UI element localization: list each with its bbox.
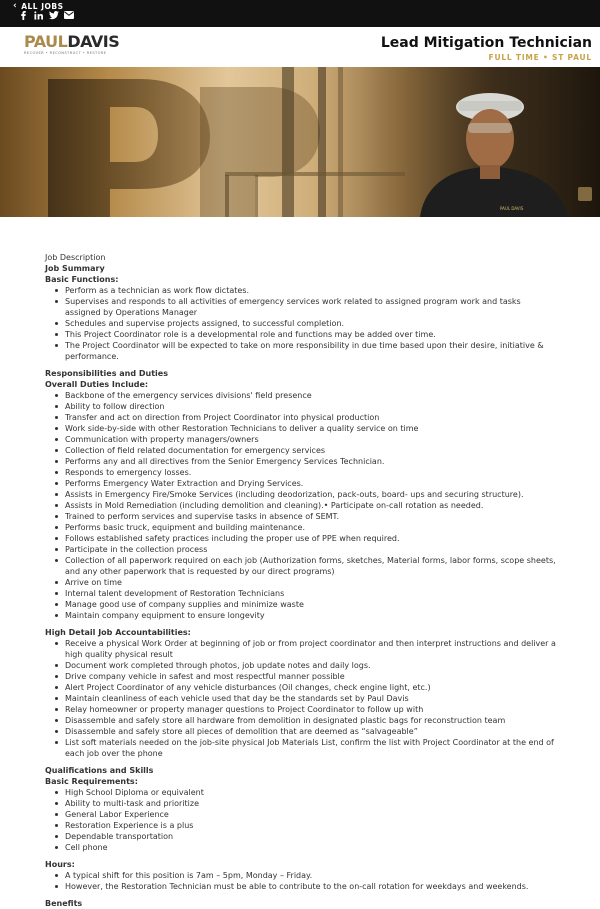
high-detail-list <box>45 638 557 759</box>
list-item: List soft materials needed on the job-site physical Job Materials List, confirm the list with Project Coordinator at the end of each job over the phone <box>45 737 557 759</box>
list-item: Performs basic truck, equipment and building maintenance. <box>45 522 557 533</box>
list-item: Manage good use of company supplies and minimize waste <box>45 599 557 610</box>
list-item: Disassemble and safely store all pieces of demolition that are deemed as “salvageable” <box>45 726 557 737</box>
paul-davis-logo[interactable] <box>24 34 128 58</box>
list-item: The Project Coordinator will be expected to take on more responsibility in due time based upon their desire, initiative & performance. <box>45 340 557 362</box>
list-item: Ability to follow direction <box>45 401 557 412</box>
list-item: Arrive on time <box>45 577 557 588</box>
hours-heading: Hours: <box>45 860 75 869</box>
email-icon[interactable] <box>64 11 73 20</box>
list-item: Receive a physical Work Order at beginning of job or from project coordinator and then interpret instructions and deliver a high quality physical result <box>45 638 557 660</box>
list-item: Collection of all paperwork required on each job (Authorization forms, sketches, Material forms, labor forms, scope sheets, and any other paperwork that is requested by our direct programs) <box>45 555 557 577</box>
top-bar <box>0 0 600 27</box>
hero-illustration <box>0 67 600 217</box>
all-jobs-label: ALL JOBS <box>21 2 64 11</box>
job-description-label: Job Description <box>45 253 106 262</box>
list-item: Alert Project Coordinator of any vehicle disturbances (Oil changes, check engine light, etc.) <box>45 682 557 693</box>
job-header <box>0 27 600 67</box>
list-item: Communication with property managers/owners <box>45 434 557 445</box>
list-item: Collection of field related documentation for emergency services <box>45 445 557 456</box>
list-item: Work side-by-side with other Restoration Technicians to deliver a quality service on time <box>45 423 557 434</box>
list-item: Maintain cleanliness of each vehicle used that day be the standards set by Paul Davis <box>45 693 557 704</box>
social-share-bar <box>19 11 73 20</box>
list-item: Trained to perform services and supervise tasks in absence of SEMT. <box>45 511 557 522</box>
list-item: Restoration Experience is a plus <box>45 820 557 831</box>
logo-tagline: RECOVER • RECONSTRUCT • RESTORE <box>24 51 107 55</box>
logo-wordmark: PAULDAVIS <box>24 32 120 51</box>
list-item: Schedules and supervise projects assigned, to successful completion. <box>45 318 557 329</box>
list-item: Backbone of the emergency services divisions' field presence <box>45 390 557 401</box>
chevron-left-icon: ‹ <box>13 1 18 11</box>
list-item: Maintain company equipment to ensure longevity <box>45 610 557 621</box>
list-item: Perform as a technician as work flow dictates. <box>45 285 557 296</box>
list-item: Performs Emergency Water Extraction and Drying Services. <box>45 478 557 489</box>
list-item: Supervises and responds to all activities of emergency services work related to assigned program work and tasks assigned by Operations Manager <box>45 296 557 318</box>
qualifications-heading: Qualifications and Skills <box>45 766 154 775</box>
high-detail-heading: High Detail Job Accountabilities: <box>45 628 191 637</box>
shirt-logo: PAUL DAVIS <box>500 206 524 211</box>
list-item: Ability to multi-task and prioritize <box>45 798 557 809</box>
job-summary-heading: Job Summary <box>45 264 105 273</box>
list-item: Performs any and all directives from the Senior Emergency Services Technician. <box>45 456 557 467</box>
basic-requirements-heading: Basic Requirements: <box>45 777 138 786</box>
twitter-icon[interactable] <box>49 11 58 20</box>
list-item: Disassemble and safely store all hardware from demolition in designated plastic bags for reconstruction team <box>45 715 557 726</box>
list-item: Participate in the collection process <box>45 544 557 555</box>
benefits-heading: Benefits <box>45 899 83 908</box>
hours-list <box>45 870 557 892</box>
job-type-location: FULL TIME • ST PAUL <box>488 53 592 62</box>
list-item: Cell phone <box>45 842 557 853</box>
list-item: Drive company vehicle in safest and most respectful manner possible <box>45 671 557 682</box>
basic-functions-list <box>45 285 557 362</box>
list-item: This Project Coordinator role is a developmental role and functions may be added over time. <box>45 329 557 340</box>
basic-requirements-list <box>45 787 557 853</box>
list-item: High School Diploma or equivalent <box>45 787 557 798</box>
page-title: Lead Mitigation Technician <box>380 35 592 51</box>
list-item: Transfer and act on direction from Project Coordinator into physical production <box>45 412 557 423</box>
list-item: General Labor Experience <box>45 809 557 820</box>
list-item: Document work completed through photos, job update notes and daily logs. <box>45 660 557 671</box>
list-item: Assists in Mold Remediation (including demolition and cleaning).• Participate on-call rotation as needed. <box>45 500 557 511</box>
responsibilities-heading: Responsibilities and Duties <box>45 369 168 378</box>
facebook-icon[interactable] <box>19 11 28 20</box>
hero-image <box>0 67 600 217</box>
list-item: Assists in Emergency Fire/Smoke Services (including deodorization, pack-outs, board- ups and securing structure). <box>45 489 557 500</box>
overall-duties-heading: Overall Duties Include: <box>45 380 149 389</box>
list-item: Follows established safety practices including the proper use of PPE when required. <box>45 533 557 544</box>
linkedin-icon[interactable] <box>34 11 43 20</box>
overall-duties-list <box>45 390 557 621</box>
job-description <box>45 252 557 909</box>
list-item: Internal talent development of Restoration Technicians <box>45 588 557 599</box>
list-item: Relay homeowner or property manager questions to Project Coordinator to follow up with <box>45 704 557 715</box>
list-item: Responds to emergency losses. <box>45 467 557 478</box>
list-item: Dependable transportation <box>45 831 557 842</box>
list-item: A typical shift for this position is 7am – 5pm, Monday – Friday. <box>45 870 557 881</box>
basic-functions-heading: Basic Functions: <box>45 275 119 284</box>
list-item: However, the Restoration Technician must be able to contribute to the on-call rotation for weekdays and weekends. <box>45 881 557 892</box>
